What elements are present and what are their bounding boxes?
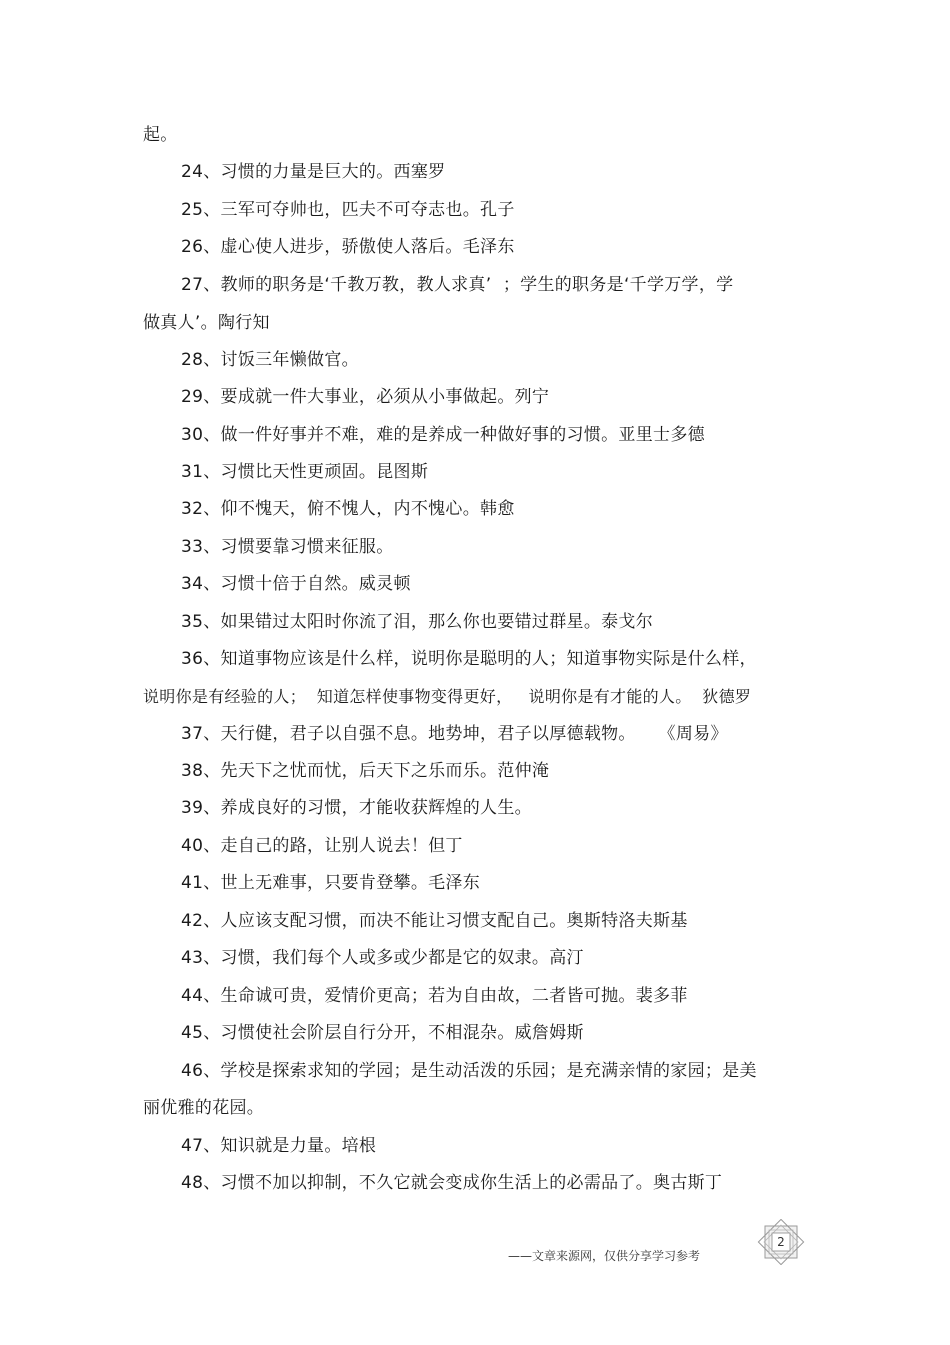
page-number: 2	[777, 1235, 785, 1249]
quote-item: 26、虚心使人进步，骄傲使人落后。毛泽东	[181, 237, 515, 257]
quote-item: 27、教师的职务是‘千教万教，教人求真’ ；学生的职务是‘千学万学，学	[181, 275, 734, 295]
quote-item: 44、生命诚可贵，爱情价更高；若为自由故，二者皆可抛。裴多菲	[181, 986, 688, 1006]
quote-item: 46、学校是探索求知的学园；是生动活泼的乐园；是充满亲情的家园；是美	[181, 1061, 757, 1081]
page-number-badge	[757, 1219, 805, 1265]
quote-item: 29、要成就一件大事业，必须从小事做起。列宁	[181, 387, 550, 407]
quote-item: 33、习惯要靠习惯来征服。	[181, 537, 394, 557]
quote-item: 41、世上无难事，只要肯登攀。毛泽东	[181, 873, 481, 893]
quote-item: 31、习惯比天性更顽固。昆图斯	[181, 462, 429, 482]
quote-item: 45、习惯使社会阶层自行分开，不相混杂。威詹姆斯	[181, 1023, 584, 1043]
quote-item: 42、人应该支配习惯，而决不能让习惯支配自己。奥斯特洛夫斯基	[181, 911, 688, 931]
quote-item: 24、习惯的力量是巨大的。西塞罗	[181, 162, 446, 182]
quote-item: 36、知道事物应该是什么样，说明你是聪明的人；知道事物实际是什么样，	[181, 649, 757, 669]
quote-item: 40、走自己的路，让别人说去！但丁	[181, 836, 463, 856]
quote-item: 39、养成良好的习惯，才能收获辉煌的人生。	[181, 798, 532, 818]
text-line: 说明你是有经验的人； 知道怎样使事物变得更好， 说明你是有才能的人。 狄德罗	[143, 687, 752, 706]
quote-item: 25、三军可夺帅也，匹夫不可夺志也。孔子	[181, 200, 515, 220]
quote-item: 30、做一件好事并不难，难的是养成一种做好事的习惯。亚里士多德	[181, 425, 705, 445]
quote-item: 47、知识就是力量。培根	[181, 1136, 377, 1156]
quote-item: 32、仰不愧天，俯不愧人，内不愧心。韩愈	[181, 499, 515, 519]
text-line: 丽优雅的花园。	[143, 1098, 265, 1118]
quote-item: 28、讨饭三年懒做官。	[181, 350, 359, 370]
text-line: 做真人’。陶行知	[143, 313, 270, 333]
text-line: 起。	[143, 125, 178, 145]
quote-item: 38、先天下之忧而忧，后天下之乐而乐。范仲淹	[181, 761, 550, 781]
quote-item: 34、习惯十倍于自然。威灵顿	[181, 574, 411, 594]
quote-item: 37、天行健，君子以自强不息。地势坤，君子以厚德载物。 《周易》	[181, 724, 728, 744]
quote-item: 48、习惯不加以抑制，不久它就会变成你生活上的必需品了。奥古斯丁	[181, 1173, 723, 1193]
quote-item: 35、如果错过太阳时你流了泪，那么你也要错过群星。泰戈尔	[181, 612, 654, 632]
quote-item: 43、习惯，我们每个人或多或少都是它的奴隶。高汀	[181, 948, 584, 968]
source-note: ——文章来源网，仅供分享学习参考	[508, 1249, 701, 1263]
